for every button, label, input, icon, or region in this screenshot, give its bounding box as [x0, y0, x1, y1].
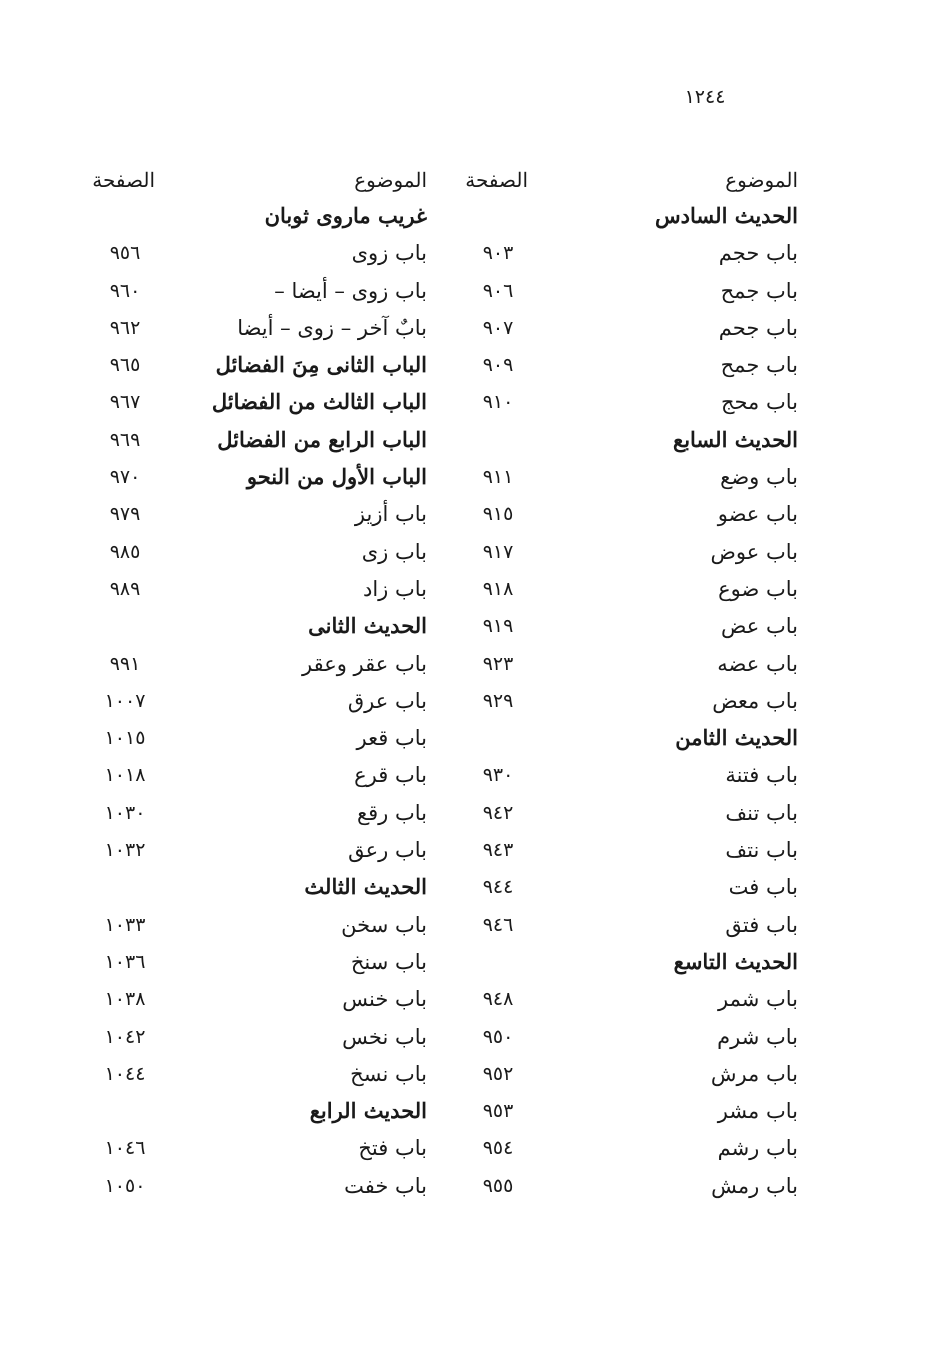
- page-left: ٩٦٧: [109, 391, 141, 414]
- page-right: ٩٠٩: [482, 354, 514, 377]
- header-row: [80, 162, 810, 198]
- header-topic-left: الموضوع: [354, 168, 427, 192]
- topic-right: باب معض: [712, 688, 798, 713]
- topic-left: باب زى: [361, 539, 427, 564]
- index-row: [80, 757, 810, 794]
- page-left: ٩٦٩: [109, 428, 141, 451]
- index-rows: [80, 198, 810, 1205]
- topic-right: باب فتق: [725, 912, 798, 937]
- index-row: [80, 1093, 810, 1130]
- topic-left: بابٌ آخر – زوى – أيضا: [237, 315, 427, 340]
- topic-left: باب خنس: [342, 987, 427, 1012]
- topic-left: الباب الأول من النحو: [246, 464, 427, 490]
- topic-right: باب جمح: [720, 278, 798, 303]
- topic-right: الحديث السابع: [673, 426, 798, 452]
- page-left: ١٠٣٣: [104, 913, 146, 936]
- topic-right: باب محج: [720, 390, 798, 415]
- index-row: [80, 310, 810, 347]
- index-row: [80, 534, 810, 571]
- topic-left: باب نخس: [342, 1024, 427, 1049]
- page-left: ٩٥٦: [109, 242, 141, 265]
- index-row: [80, 608, 810, 645]
- page-left: ١٠٣٠: [104, 801, 146, 824]
- topic-right: باب نتف: [725, 838, 798, 863]
- page-right: ٩١٠: [482, 391, 514, 414]
- index-row: [80, 496, 810, 533]
- topic-right: باب تنف: [725, 800, 798, 825]
- topic-right: باب عضه: [717, 651, 798, 676]
- index-row: [80, 571, 810, 608]
- topic-right: باب فتنة: [725, 763, 798, 788]
- topic-left: الحديث الثالث: [304, 874, 427, 900]
- topic-left: باب سخن: [341, 912, 427, 937]
- index-row: [80, 795, 810, 832]
- topic-right: باب عضو: [717, 502, 798, 527]
- page-left: ١٠٣٢: [104, 839, 146, 862]
- page-left: ٩٦٠: [109, 279, 141, 302]
- topic-right: باب مشر: [717, 1099, 798, 1124]
- index-row: [80, 869, 810, 906]
- index-row: [80, 646, 810, 683]
- page-right: ٩٤٨: [482, 988, 514, 1011]
- topic-left: باب رعق: [348, 838, 427, 863]
- topic-right: الحديث السادس: [655, 203, 798, 228]
- header-topic-right: الموضوع: [725, 168, 798, 192]
- page-left: ٩٧٩: [109, 503, 141, 526]
- topic-left: الباب الثانى مِنَ الفضائل: [215, 352, 427, 378]
- topic-left: باب خفت: [344, 1173, 427, 1198]
- index-row: [80, 1019, 810, 1056]
- topic-left: باب زوى – أيضا –: [274, 278, 427, 303]
- topic-left: باب زاد: [362, 576, 427, 601]
- topic-left: الحديث الرابع: [309, 1098, 427, 1124]
- page-left: ١٠٤٢: [104, 1025, 146, 1048]
- page-right: ٩١٨: [482, 577, 514, 600]
- index-row: [80, 459, 810, 496]
- page-right: ٩٥٢: [482, 1062, 514, 1085]
- page-right: ٩١٩: [482, 615, 514, 638]
- header-page-left: الصفحة: [92, 168, 155, 192]
- index-row: [80, 235, 810, 272]
- page-left: ١٠٠٧: [104, 689, 146, 712]
- topic-left: باب فتخ: [358, 1136, 427, 1161]
- topic-right: باب عوض: [710, 539, 798, 564]
- topic-left: باب أزيز: [354, 502, 427, 527]
- page-right: ٩٠٧: [482, 316, 514, 339]
- index-row: [80, 198, 810, 235]
- topic-left: باب قعر: [356, 726, 427, 751]
- page-right: ٩٠٦: [482, 279, 514, 302]
- topic-left: غريب ماروى ثوبان: [264, 203, 427, 228]
- index-row: [80, 384, 810, 421]
- index-row: [80, 832, 810, 869]
- index-row: [80, 273, 810, 310]
- page-right: ٩٥٤: [482, 1137, 514, 1160]
- page-left: ١٠١٨: [104, 764, 146, 787]
- index-row: [80, 683, 810, 720]
- topic-right: باب فت: [728, 875, 798, 900]
- topic-right: باب رمش: [711, 1173, 798, 1198]
- index-row: [80, 1056, 810, 1093]
- page-left: ٩٨٥: [109, 540, 141, 563]
- topic-right: باب شرم: [717, 1024, 798, 1049]
- topic-right: باب وضع: [720, 465, 798, 490]
- page-right: ٩٢٣: [482, 652, 514, 675]
- page-right: ٩٣٠: [482, 764, 514, 787]
- topic-right: باب شمر: [717, 987, 798, 1012]
- page-left: ١٠١٥: [104, 727, 146, 750]
- index-row: [80, 944, 810, 981]
- page-right: ٩٥٣: [482, 1100, 514, 1123]
- topic-left: باب زوى: [351, 241, 427, 266]
- page-right: ٩٤٣: [482, 839, 514, 862]
- page-right: ٩٠٣: [482, 242, 514, 265]
- page-number: ١٢٤٤: [684, 86, 726, 108]
- page-right: ٩١٥: [482, 503, 514, 526]
- page-right: ٩٤٤: [482, 876, 514, 899]
- topic-right: باب رشم: [717, 1136, 798, 1161]
- topic-left: باب نسخ: [350, 1061, 427, 1086]
- page-left: ٩٩١: [109, 652, 141, 675]
- index-row: [80, 907, 810, 944]
- page-left: ١٠٥٠: [104, 1174, 146, 1197]
- page-left: ١٠٤٦: [104, 1137, 146, 1160]
- page-right: ٩١١: [482, 466, 514, 489]
- page-right: ٩١٧: [482, 540, 514, 563]
- header-page-right: الصفحة: [465, 168, 528, 192]
- index-row: [80, 981, 810, 1018]
- topic-right: باب ضوع: [718, 576, 798, 601]
- topic-right: باب جمح: [720, 353, 798, 378]
- index-row: [80, 1168, 810, 1205]
- page-right: ٩٢٩: [482, 689, 514, 712]
- page-left: ٩٦٢: [109, 316, 141, 339]
- page-right: ٩٥٥: [482, 1174, 514, 1197]
- topic-right: باب عض: [721, 614, 798, 639]
- page-left: ٩٦٥: [109, 354, 141, 377]
- topic-right: باب حجم: [718, 241, 798, 266]
- topic-left: باب عرق: [347, 688, 427, 713]
- page-left: ٩٧٠: [109, 466, 141, 489]
- topic-right: باب جحم: [718, 315, 798, 340]
- page-left: ٩٨٩: [109, 577, 141, 600]
- index-row: [80, 347, 810, 384]
- topic-right: باب مرش: [710, 1061, 798, 1086]
- index-row: [80, 422, 810, 459]
- topic-left: باب عقر وعقر: [302, 651, 427, 676]
- topic-right: الحديث الثامن: [675, 725, 798, 751]
- page-left: ١٠٣٦: [104, 950, 146, 973]
- topic-left: باب قرع: [354, 763, 427, 788]
- page-right: ٩٤٢: [482, 801, 514, 824]
- topic-right: الحديث التاسع: [673, 948, 798, 974]
- index-table: [80, 162, 810, 1205]
- topic-left: الباب الثالث من الفضائل: [211, 389, 427, 415]
- topic-left: باب رقع: [356, 800, 427, 825]
- page-left: ١٠٤٤: [104, 1062, 146, 1085]
- page-left: ١٠٣٨: [104, 988, 146, 1011]
- page-right: ٩٥٠: [482, 1025, 514, 1048]
- index-row: [80, 1130, 810, 1167]
- topic-left: باب سنخ: [350, 949, 427, 974]
- topic-left: الحديث الثانى: [308, 613, 427, 639]
- index-row: [80, 720, 810, 757]
- page-right: ٩٤٦: [482, 913, 514, 936]
- topic-left: الباب الرابع من الفضائل: [217, 426, 427, 452]
